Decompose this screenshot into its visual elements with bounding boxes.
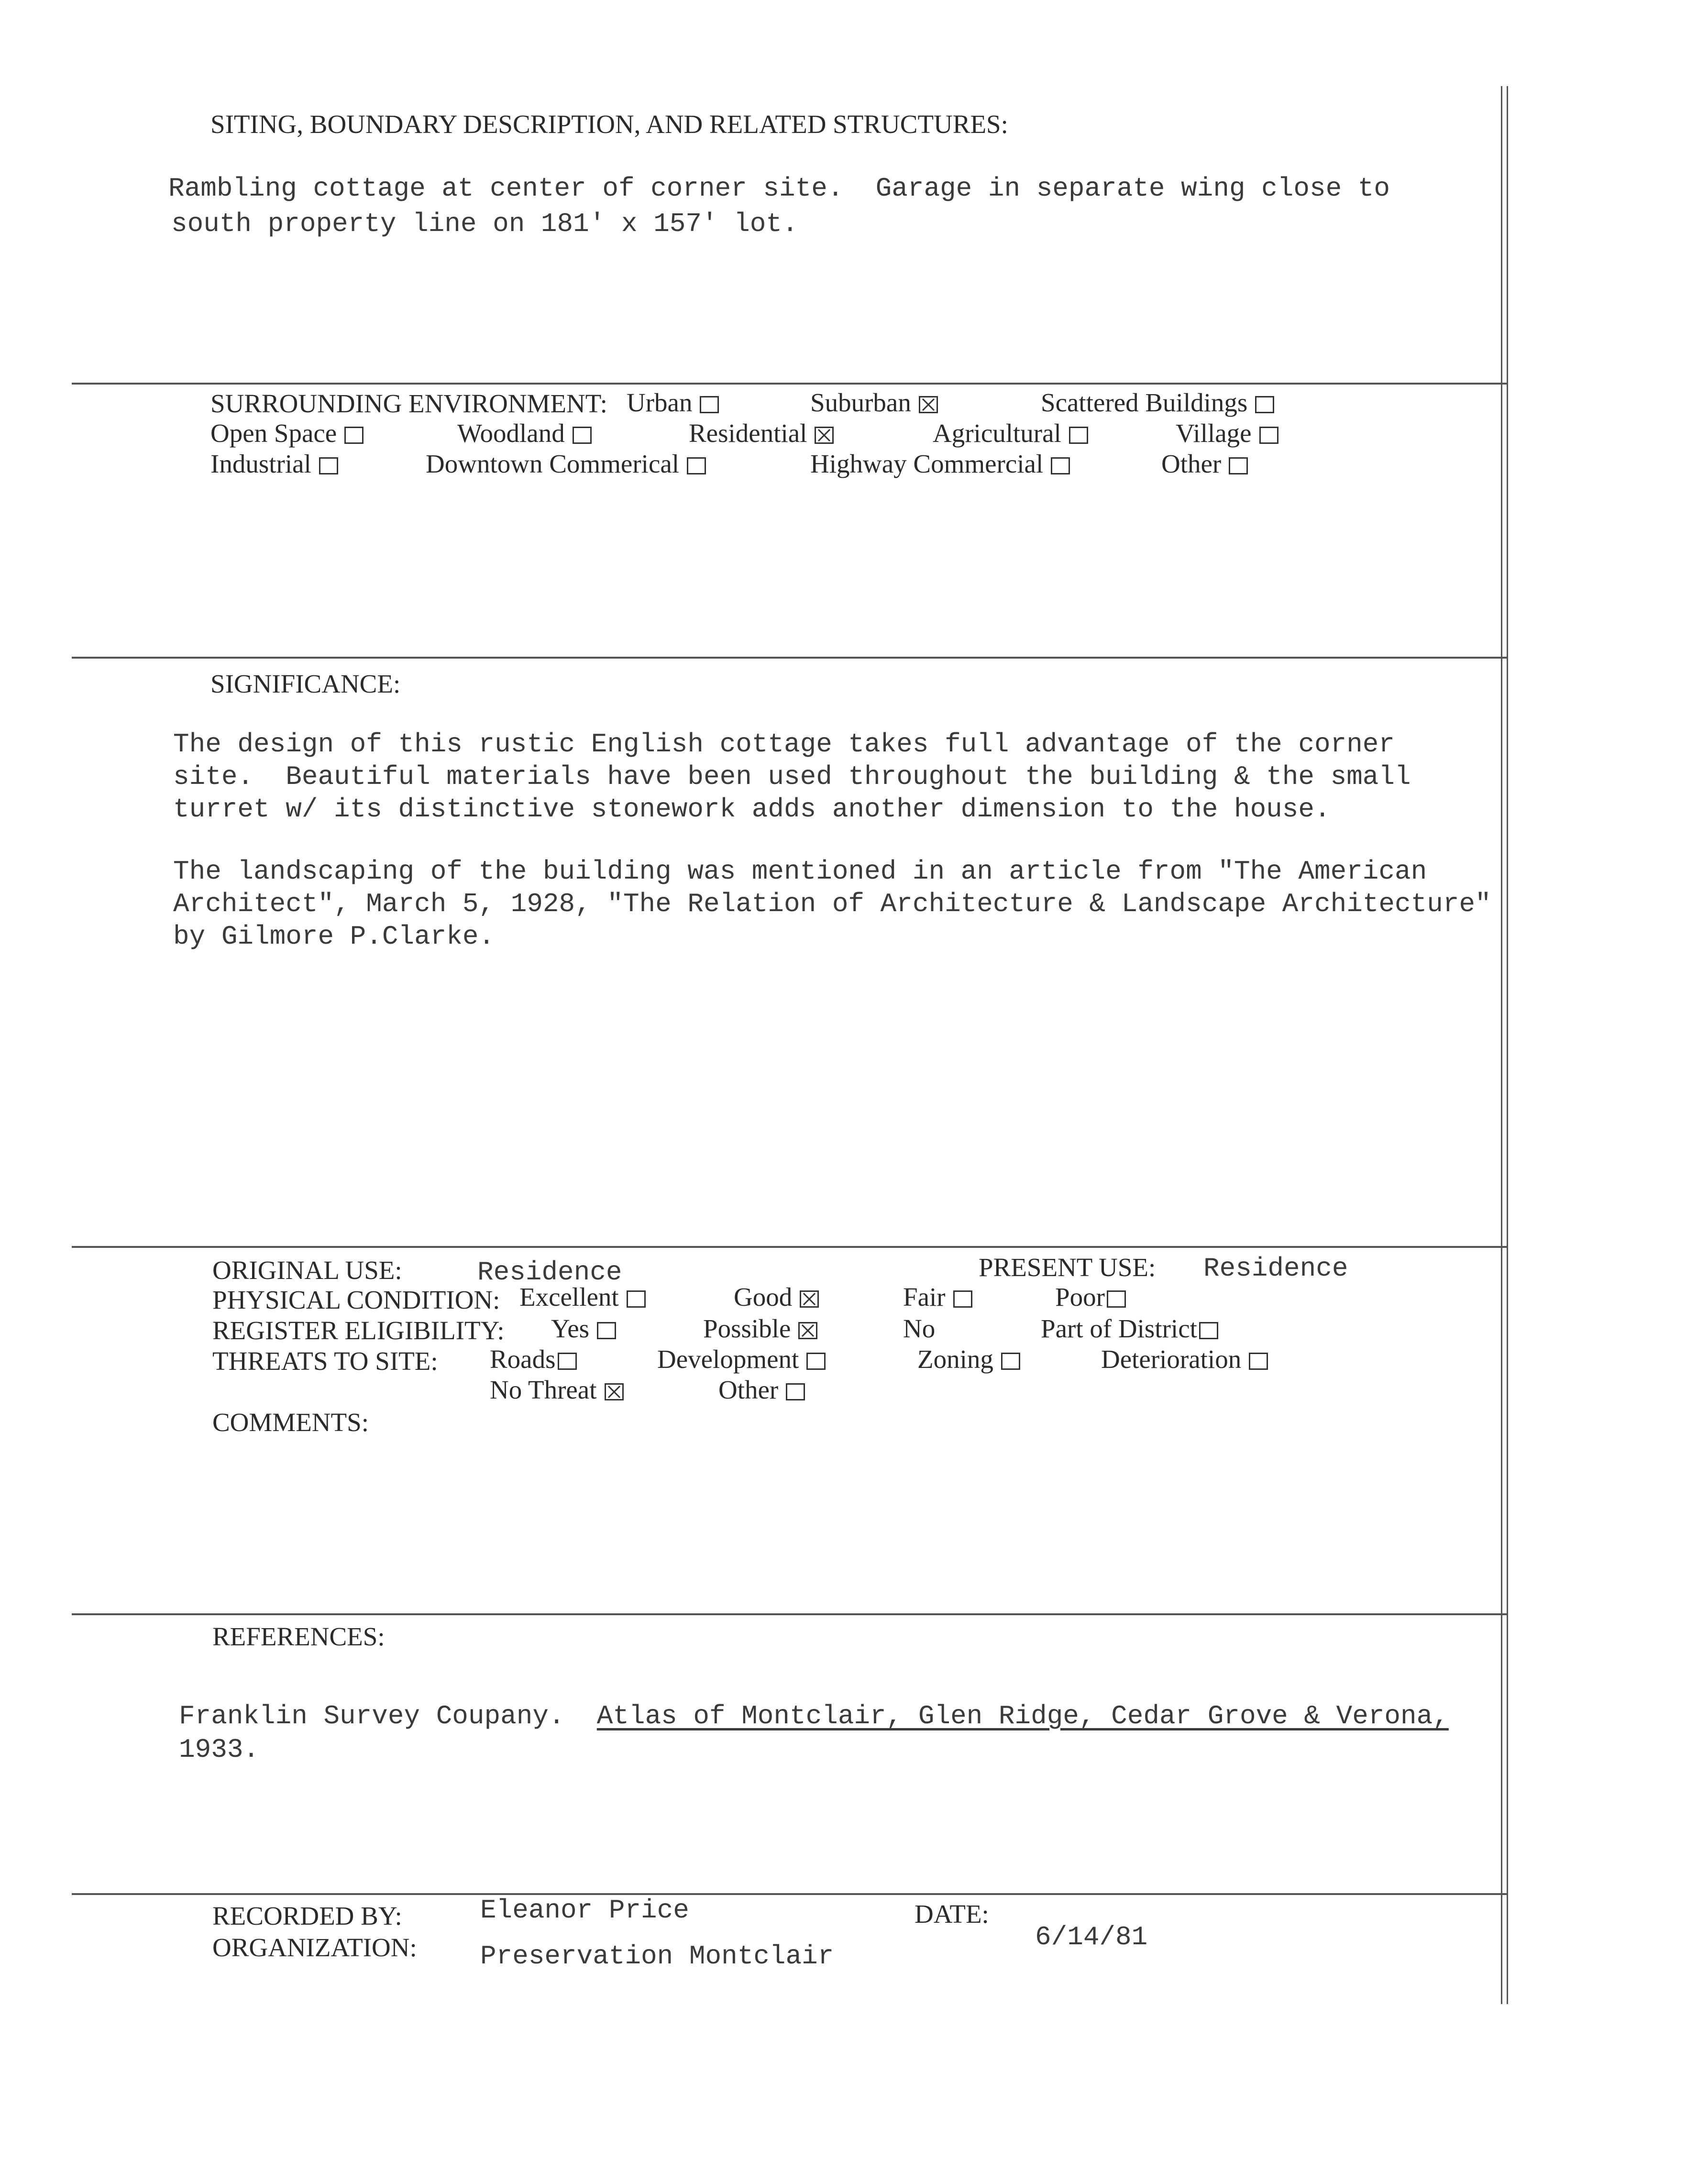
checkbox-icon <box>1069 427 1088 444</box>
env-option-woodland[interactable] <box>457 418 592 448</box>
checkbox-icon <box>627 1290 646 1308</box>
significance-heading: SIGNIFICANCE: <box>210 669 401 698</box>
env-option-suburban[interactable] <box>810 387 938 418</box>
env-option-residential[interactable] <box>689 418 834 448</box>
checkbox-checked-icon <box>605 1383 624 1400</box>
siting-heading: SITING, BOUNDARY DESCRIPTION, AND RELATED STRUCTURES: <box>210 110 1008 139</box>
threats-label: THREATS TO SITE: <box>212 1346 438 1376</box>
threat-option-deterioration[interactable] <box>1101 1344 1268 1374</box>
threat-option-zoning[interactable] <box>917 1344 1020 1374</box>
env-option-downtown-commerical[interactable] <box>426 449 706 479</box>
reference-title: Atlas of Montclair, Glen Ridge, Cedar Grove & Verona, <box>596 1701 1449 1731</box>
references-heading: REFERENCES: <box>212 1622 385 1651</box>
siting-line-2: south property line on 181' x 157' lot. <box>171 209 798 239</box>
env-option-label: Suburban <box>810 388 911 417</box>
checkbox-checked-icon <box>800 1290 819 1308</box>
reference-year: 1933. <box>179 1734 260 1765</box>
env-option-agricultural[interactable] <box>933 418 1088 448</box>
significance-p2-line-1: The landscaping of the building was mentioned in an article from "The American <box>173 856 1427 887</box>
checkbox-icon <box>687 457 706 474</box>
env-option-label: Residential <box>689 419 807 448</box>
threat-option-no-threat[interactable] <box>490 1375 624 1405</box>
reference-line-1 <box>179 1701 1449 1731</box>
checkbox-icon <box>1229 457 1248 474</box>
checkbox-icon <box>1255 396 1274 413</box>
condition-option-label: Fair <box>903 1282 946 1311</box>
condition-option-label: Good <box>734 1282 793 1311</box>
checkbox-icon <box>319 457 338 474</box>
condition-option-good[interactable] <box>734 1282 819 1312</box>
env-option-industrial[interactable] <box>210 449 338 479</box>
env-option-open-space[interactable] <box>210 418 364 448</box>
checkbox-icon <box>344 427 364 444</box>
significance-p2-line-2: Architect", March 5, 1928, "The Relation of Architecture & Landscape Architecture" <box>173 889 1491 919</box>
env-option-label: Village <box>1176 419 1252 448</box>
environment-heading: SURROUNDING ENVIRONMENT: <box>210 389 607 418</box>
date-value: 6/14/81 <box>1035 1922 1148 1952</box>
divider-significance <box>72 657 1507 659</box>
checkbox-icon <box>597 1322 616 1339</box>
organization-label: ORGANIZATION: <box>212 1933 417 1962</box>
env-option-label: Open Space <box>210 419 337 448</box>
checkbox-icon <box>1199 1322 1218 1339</box>
threat-option-label: Deterioration <box>1101 1344 1242 1374</box>
siting-line-1: Rambling cottage at center of corner site. Garage in separate wing close to <box>168 173 1390 204</box>
threat-option-label: Roads <box>490 1344 556 1374</box>
eligibility-option-no[interactable] <box>903 1313 935 1344</box>
threat-option-label: Other <box>718 1375 779 1404</box>
eligibility-option-yes[interactable] <box>551 1313 616 1344</box>
divider-environment <box>72 383 1507 385</box>
reference-author: Franklin Survey Coupany. <box>179 1701 565 1731</box>
checkbox-icon <box>573 427 592 444</box>
significance-p2-line-3: by Gilmore P.Clarke. <box>173 921 495 952</box>
right-border-line <box>1501 86 1502 2004</box>
env-option-label: Agricultural <box>933 419 1061 448</box>
env-option-village[interactable] <box>1176 418 1278 448</box>
significance-p1-line-1: The design of this rustic English cottage takes full advantage of the corner <box>173 729 1395 760</box>
checkbox-checked-icon <box>815 427 834 444</box>
eligibility-option-label: No <box>903 1314 936 1343</box>
eligibility-option-label: Yes <box>551 1314 590 1343</box>
threat-option-other[interactable] <box>718 1375 805 1405</box>
present-use-label: PRESENT USE: <box>979 1253 1156 1282</box>
checkbox-checked-icon <box>919 396 938 413</box>
env-option-scattered-buildings[interactable] <box>1041 387 1274 418</box>
checkbox-icon <box>806 1353 826 1370</box>
physical-condition-label: PHYSICAL CONDITION: <box>212 1285 500 1314</box>
env-option-label: Woodland <box>457 419 565 448</box>
divider-footer <box>72 1893 1507 1895</box>
right-border-line-inner <box>1507 86 1508 2004</box>
recorded-by-label: RECORDED BY: <box>212 1901 402 1930</box>
env-option-label: Urban <box>627 388 693 417</box>
organization-value: Preservation Montclair <box>480 1941 834 1972</box>
threat-option-label: Zoning <box>917 1344 993 1374</box>
eligibility-option-possible[interactable] <box>703 1313 817 1344</box>
divider-references <box>72 1613 1507 1615</box>
present-use-value: Residence <box>1203 1253 1348 1284</box>
checkbox-icon <box>1051 457 1070 474</box>
checkbox-icon <box>700 396 719 413</box>
condition-option-excellent[interactable] <box>519 1282 646 1312</box>
threat-option-label: No Threat <box>490 1375 597 1404</box>
register-eligibility-label: REGISTER ELIGIBILITY: <box>212 1316 505 1345</box>
original-use-label: ORIGINAL USE: <box>212 1256 402 1285</box>
divider-use <box>72 1246 1507 1248</box>
env-option-highway-commercial[interactable] <box>810 449 1070 479</box>
significance-p1-line-3: turret w/ its distinctive stonework adds another dimension to the house. <box>173 794 1331 825</box>
checkbox-icon <box>786 1383 805 1400</box>
checkbox-icon <box>1001 1353 1020 1370</box>
date-label: DATE: <box>915 1899 989 1929</box>
checkbox-icon <box>1107 1290 1126 1308</box>
eligibility-option-part-of-district[interactable] <box>1041 1313 1218 1344</box>
checkbox-icon <box>953 1290 972 1308</box>
env-option-label: Other <box>1161 449 1222 478</box>
original-use-value: Residence <box>477 1257 622 1288</box>
threat-option-roads[interactable] <box>490 1344 577 1374</box>
threat-option-development[interactable] <box>657 1344 826 1374</box>
eligibility-option-label: Part of District <box>1041 1314 1197 1343</box>
comments-label: COMMENTS: <box>212 1408 369 1437</box>
significance-p1-line-2: site. Beautiful materials have been used throughout the building & the small <box>173 761 1411 792</box>
condition-option-fair[interactable] <box>903 1282 972 1312</box>
condition-option-poor[interactable] <box>1055 1282 1126 1312</box>
env-option-other[interactable] <box>1161 449 1248 479</box>
checkbox-icon <box>1259 427 1278 444</box>
env-option-label: Downtown Commerical <box>426 449 680 478</box>
env-option-urban[interactable] <box>627 387 719 418</box>
threat-option-label: Development <box>657 1344 799 1374</box>
env-option-label: Industrial <box>210 449 311 478</box>
env-option-label: Highway Commercial <box>810 449 1044 478</box>
env-option-label: Scattered Buildings <box>1041 388 1248 417</box>
checkbox-icon <box>558 1353 577 1370</box>
checkbox-icon <box>1249 1353 1268 1370</box>
recorded-by-value: Eleanor Price <box>480 1895 689 1926</box>
eligibility-option-label: Possible <box>703 1314 791 1343</box>
condition-option-label: Excellent <box>519 1282 619 1311</box>
condition-option-label: Poor <box>1055 1282 1105 1311</box>
checkbox-checked-icon <box>798 1322 817 1339</box>
